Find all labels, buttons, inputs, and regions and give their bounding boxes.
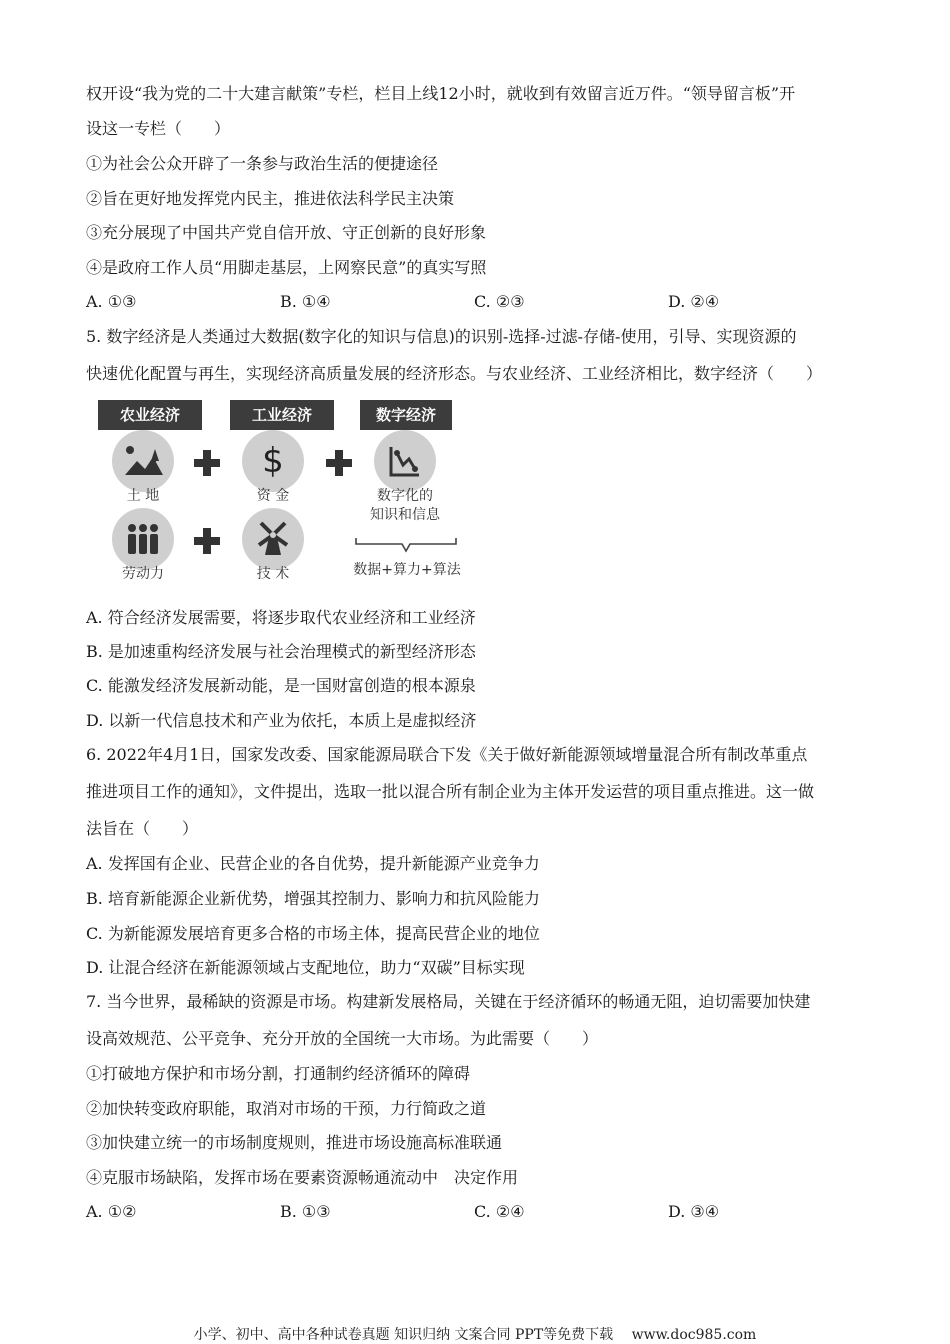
plus-icon (326, 450, 352, 476)
q4-stem-line1: 权开设“我为党的二十大建言献策”专栏，栏目上线12小时，就收到有效留言近万件。“领导留言板”开 (86, 84, 796, 103)
economy-comparison-figure (90, 396, 470, 592)
q5-stem-line1: 5. 数字经济是人类通过大数据(数字化的知识与信息)的识别-选择-过滤-存储-使用，引导、实现资源的 (86, 327, 797, 346)
q7-stem-line1: 7. 当今世界，最稀缺的资源是市场。构建新发展格局，关键在于经济循环的畅通无阻，迫切需要加快建 (86, 992, 811, 1011)
labor-caption: 劳动力 (122, 566, 164, 582)
capital-caption: 资 金 (256, 488, 290, 504)
q4-option-b: B. ①④ (280, 292, 331, 311)
q7-item-3: ③加快建立统一的市场制度规则，推进市场设施高标准联通 (86, 1133, 503, 1152)
windmill-icon (242, 508, 304, 570)
q7-item-4: ④克服市场缺陷，发挥市场在要素资源畅通流动中 决定作用 (86, 1168, 519, 1187)
digital-economy-label: 数字经济 (360, 400, 452, 430)
q6-stem-line2: 推进项目工作的通知》，文件提出，选取一批以混合所有制企业为主体开发运营的项目重点推进。这一做 (86, 782, 815, 801)
q5-option-a: A. 符合经济发展需要，将逐步取代农业经济和工业经济 (86, 608, 476, 627)
q6-option-c: C. 为新能源发展培育更多合格的市场主体，提高民营企业的地位 (86, 924, 540, 943)
q5-stem-line2: 快速优化配置与再生，实现经济高质量发展的经济形态。与农业经济、工业经济相比，数字经济（ ） (86, 364, 823, 383)
digital-formula-caption: 数据+算力+算法 (353, 562, 461, 578)
q6-option-b: B. 培育新能源企业新优势，增强其控制力、影响力和抗风险能力 (86, 889, 540, 908)
q7-item-1: ①打破地方保护和市场分割，打通制约经济循环的障碍 (86, 1064, 471, 1083)
q5-option-d: D. 以新一代信息技术和产业为依托，本质上是虚拟经济 (86, 711, 477, 730)
q7-item-2: ②加快转变政府职能，取消对市场的干预，力行简政之道 (86, 1099, 487, 1118)
q6-option-a: A. 发挥国有企业、民营企业的各自优势，提升新能源产业竞争力 (86, 854, 540, 873)
digital-info-caption-line2: 知识和信息 (370, 507, 440, 523)
dollar-icon: $ (242, 430, 304, 492)
land-caption: 土 地 (126, 488, 160, 504)
q5-option-c: C. 能激发经济发展新动能，是一国财富创造的根本源泉 (86, 676, 476, 695)
q7-option-a: A. ①② (86, 1202, 137, 1221)
q7-option-d: D. ③④ (668, 1202, 720, 1221)
q4-item-3: ③充分展现了中国共产党自信开放、守正创新的良好形象 (86, 223, 487, 242)
plus-icon (194, 450, 220, 476)
digital-info-caption-line1: 数字化的 (377, 488, 433, 504)
brace-icon (354, 536, 458, 554)
chart-icon (374, 430, 436, 492)
land-icon (112, 430, 174, 492)
q4-item-1: ①为社会公众开辟了一条参与政治生活的便捷途径 (86, 154, 439, 173)
agri-economy-label: 农业经济 (98, 400, 202, 430)
q4-option-c: C. ②③ (474, 292, 525, 311)
plus-icon (194, 528, 220, 554)
q5-option-b: B. 是加速重构经济发展与社会治理模式的新型经济形态 (86, 642, 476, 661)
q4-item-2: ②旨在更好地发挥党内民主，推进依法科学民主决策 (86, 189, 455, 208)
q4-option-d: D. ②④ (668, 292, 720, 311)
industry-economy-label: 工业经济 (230, 400, 334, 430)
technology-caption: 技 术 (256, 566, 290, 582)
q6-stem-line1: 6. 2022年4月1日，国家发改委、国家能源局联合下发《关于做好新能源领域增量混合所有制改革重点 (86, 745, 808, 764)
q6-option-d: D. 让混合经济在新能源领域占支配地位，助力“双碳”目标实现 (86, 958, 525, 977)
q4-option-a: A. ①③ (86, 292, 137, 311)
q7-stem-line2: 设高效规范、公平竞争、充分开放的全国统一大市场。为此需要（ ） (86, 1029, 599, 1048)
q7-option-b: B. ①③ (280, 1202, 331, 1221)
q4-stem-line2: 设这一专栏（ ） (86, 119, 231, 138)
q7-option-c: C. ②④ (474, 1202, 525, 1221)
q4-item-4: ④是政府工作人员“用脚走基层，上网察民意”的真实写照 (86, 258, 487, 277)
q6-stem-line3: 法旨在（ ） (86, 819, 199, 838)
workers-icon (112, 508, 174, 570)
page-footer: 小学、初中、高中各种试卷真题 知识归纳 文案合同 PPT等免费下载 www.doc985.com (193, 1327, 757, 1343)
